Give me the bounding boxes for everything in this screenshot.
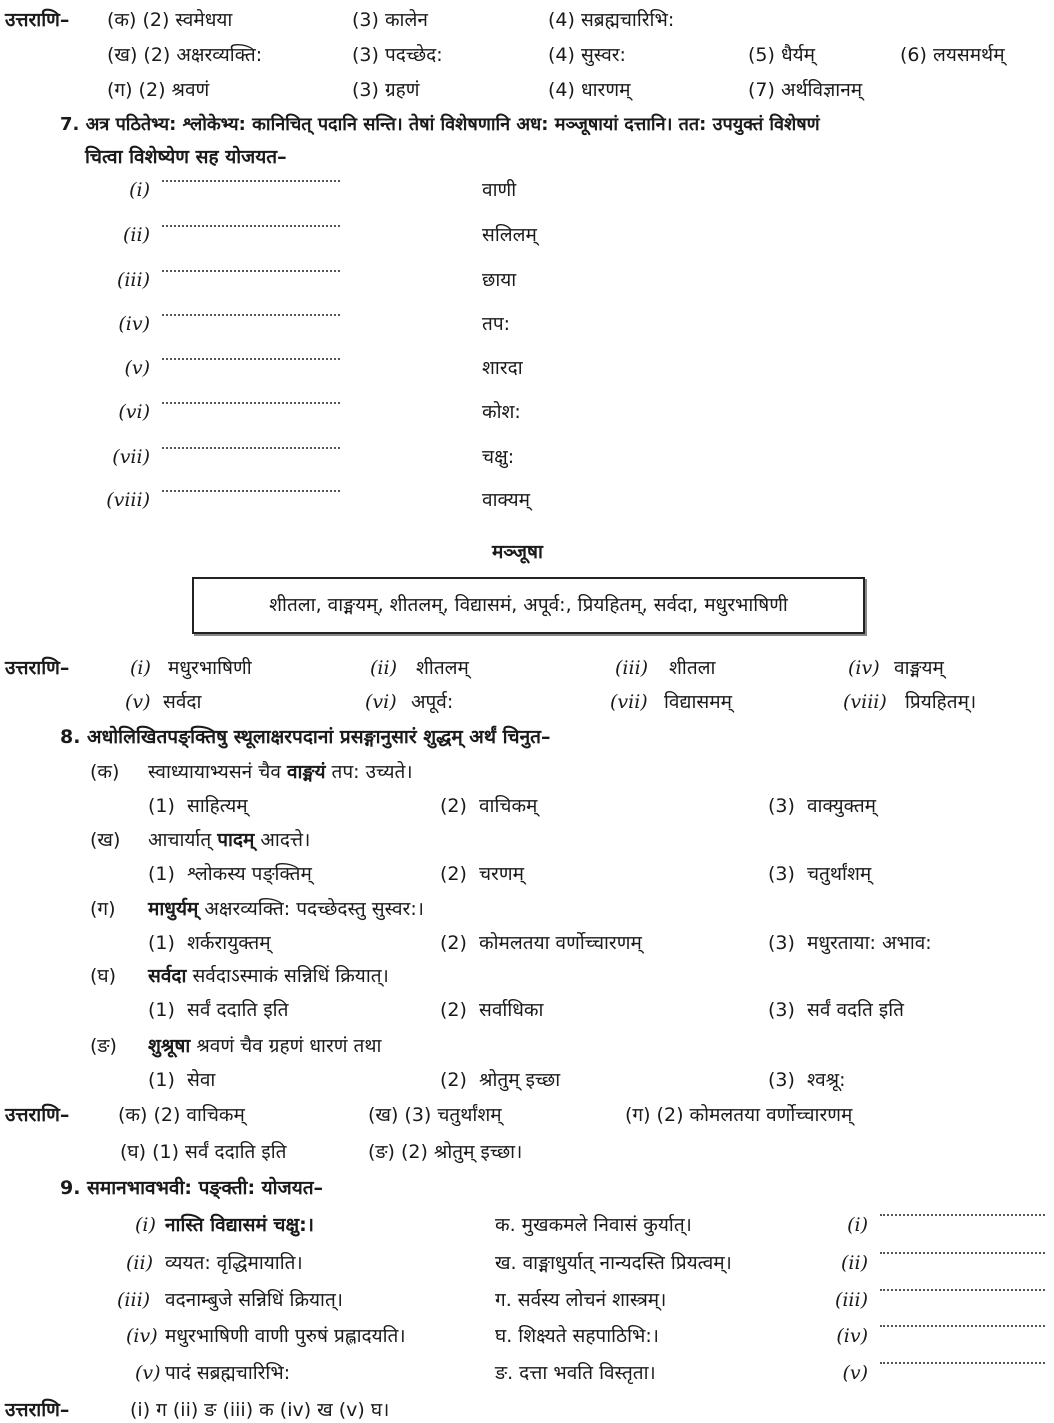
answer: (5) धैर्यम् xyxy=(748,44,816,66)
answer-word: प्रियहितम्। xyxy=(905,691,977,713)
answer: (3) पदच्छेद: xyxy=(352,44,443,66)
option: (3) मधुरताया: अभाव: xyxy=(768,932,932,954)
row-number: (vi) xyxy=(118,401,150,423)
answer-number: (iv) xyxy=(848,657,880,679)
answer: (क) (2) स्वमेधया xyxy=(107,9,233,31)
answer-number: (i) xyxy=(130,657,151,679)
row-number xyxy=(117,1287,150,1313)
answer: (ग) (2) श्रवणं xyxy=(107,79,210,101)
answer-number: (iii) xyxy=(615,657,649,679)
left-phrase: नास्ति विद्यासमं चक्षु:। xyxy=(165,1214,314,1236)
answer-number: (viii) xyxy=(843,691,887,713)
blank-line xyxy=(880,1214,1045,1218)
blank-line xyxy=(162,447,340,451)
answer-number: (ii) xyxy=(370,657,397,679)
sentence-bold: पादम् xyxy=(217,829,255,851)
blank-line xyxy=(162,225,340,229)
option: (1) शर्करायुक्तम् xyxy=(148,932,271,954)
item-marker: (क) xyxy=(90,761,120,783)
row-number: (viii) xyxy=(106,489,150,511)
question-7: 7. अत्र पठितेभ्य: श्लोकेभ्य: कानिचित् पदानि सन्ति। तेषां विशेषणानि अध: मञ्जूषायां दत्तानि। तत: उपयुक्तं विशेषणं xyxy=(60,114,820,135)
row-word: सलिलम् xyxy=(482,224,537,246)
left-phrase: वदनाम्बुजे सन्निधिं क्रियात्। xyxy=(165,1289,344,1311)
row-number xyxy=(126,1323,158,1349)
question-8: 8. अधोलिखितपङ्क्तिषु स्थूलाक्षरपदानां प्रसङ्गानुसारं शुद्धम् अर्थं चिनुत– xyxy=(60,726,551,748)
answer: (ख) (2) अक्षरव्यक्ति: xyxy=(107,44,263,66)
answer-word: सर्वदा xyxy=(163,691,202,713)
row-word: चक्षु: xyxy=(482,446,515,468)
sentence-post: आदत्ते। xyxy=(254,829,311,851)
answer: (4) सुस्वर: xyxy=(548,44,626,66)
answer: (ख) (3) चतुर्थांशम् xyxy=(368,1104,502,1126)
row-number xyxy=(135,1212,156,1238)
answer: (ङ) (2) श्रोतुम् इच्छा। xyxy=(368,1141,523,1163)
option: (1) सर्वं ददाति इति xyxy=(148,999,289,1021)
option: (3) वाक्युक्तम् xyxy=(768,795,877,817)
option: (1) साहित्यम् xyxy=(148,795,248,817)
right-phrase: क. मुखकमले निवासं कुर्यात्। xyxy=(495,1214,692,1236)
answer-word: शीतला xyxy=(669,657,716,679)
row-number: (i) xyxy=(129,179,150,201)
answer-word: अपूर्व: xyxy=(411,691,454,713)
answers-label: उत्तराणि– xyxy=(5,9,70,31)
sentence-pre: स्वाध्यायाभ्यसनं चैव xyxy=(148,761,287,783)
row-number-text: (v) xyxy=(135,1362,161,1384)
left-phrase: मधुरभाषिणी वाणी पुरुषं प्रह्लादयति। xyxy=(165,1325,406,1347)
row-word: वाणी xyxy=(482,179,517,201)
answer: (क) (2) वाचिकम् xyxy=(118,1104,245,1126)
answers-label: उत्तराणि– xyxy=(5,1399,70,1421)
answer: (4) सब्रह्मचारिभि: xyxy=(548,9,675,31)
blank-line xyxy=(162,314,340,318)
answer-word: मधुरभाषिणी xyxy=(168,657,252,679)
item-marker: (घ) xyxy=(90,965,117,987)
answer: (3) ग्रहणं xyxy=(352,79,420,101)
row-word: तप: xyxy=(482,313,511,335)
item-sentence xyxy=(148,827,310,853)
row-number: (vii) xyxy=(112,446,150,468)
row-word: छाया xyxy=(482,269,517,291)
answers-label: उत्तराणि– xyxy=(5,1104,70,1126)
sentence-bold: शुश्रूषा xyxy=(148,1035,191,1057)
item-sentence xyxy=(148,759,413,785)
row-number: (iv) xyxy=(118,313,150,335)
answer-number: (v) xyxy=(125,691,151,713)
row-word: शारदा xyxy=(482,357,523,379)
sentence-post: तप: उच्यते। xyxy=(325,761,413,783)
option: (3) चतुर्थांशम् xyxy=(768,863,872,885)
option: (2) सर्वाधिका xyxy=(440,999,544,1021)
answer: (4) धारणम् xyxy=(548,79,631,101)
item-marker: (ङ) xyxy=(90,1035,117,1057)
row-number: (iii) xyxy=(116,269,150,291)
word-box-text: शीतला, वाङ्मयम्, शीतलम्, विद्यासमं, अपूर्व:, प्रियहितम्, सर्वदा, मधुरभाषिणी xyxy=(269,594,788,616)
sentence-bold: वाङ्मयं xyxy=(286,761,326,783)
row-word: वाक्यम् xyxy=(482,489,531,511)
blank-line xyxy=(880,1362,1045,1366)
sentence-post: अक्षरव्यक्ति: पदच्छेदस्तु सुस्वर:। xyxy=(198,898,424,920)
sentence-bold: सर्वदा xyxy=(148,965,187,987)
item-marker: (ग) xyxy=(90,898,116,920)
row-number-text: (iv) xyxy=(126,1325,158,1347)
answer-number: (i) xyxy=(847,1214,868,1236)
blank-line xyxy=(880,1252,1045,1256)
right-phrase: ङ. दत्ता भवति विस्तृता। xyxy=(495,1362,656,1384)
row-number-text: (ii) xyxy=(126,1252,153,1274)
option: (2) चरणम् xyxy=(440,863,524,885)
left-phrase: पादं सब्रह्मचारिभि: xyxy=(165,1362,291,1384)
answer-word: शीतलम् xyxy=(416,657,469,679)
question-7-cont: चित्वा विशेष्येण सह योजयत– xyxy=(85,146,287,168)
answer-number: (vi) xyxy=(365,691,397,713)
sentence-bold: माधुर्यम् xyxy=(148,898,199,920)
left-phrase: व्ययत: वृद्धिमायाति। xyxy=(165,1252,303,1274)
answer: (7) अर्थविज्ञानम् xyxy=(748,79,863,101)
option: (3) सर्वं वदति इति xyxy=(768,999,904,1021)
question-9: 9. समानभावभवी: पङ्क्ती: योजयत– xyxy=(60,1177,324,1199)
right-phrase: घ. शिक्ष्यते सहपाठिभि:। xyxy=(495,1325,659,1347)
option: (2) कोमलतया वर्णोच्चारणम् xyxy=(440,932,642,954)
sentence-pre: आचार्यात् xyxy=(148,829,218,851)
answer: (i) ग (ii) ङ (iii) क (iv) ख (v) घ। xyxy=(130,1399,390,1421)
answer-number: (v) xyxy=(842,1362,868,1384)
answers-label: उत्तराणि– xyxy=(5,657,70,679)
item-sentence xyxy=(148,1033,381,1059)
option: (2) श्रोतुम् इच्छा xyxy=(440,1069,561,1091)
row-number xyxy=(126,1250,153,1276)
blank-line xyxy=(162,402,340,406)
word-box xyxy=(192,577,865,634)
row-number-text: (i) xyxy=(135,1214,156,1236)
right-phrase: ग. सर्वस्य लोचनं शास्त्रम्। xyxy=(495,1289,667,1311)
answer-number: (iv) xyxy=(836,1325,868,1347)
blank-line xyxy=(880,1289,1045,1293)
answer-number: (iii) xyxy=(834,1289,868,1311)
right-phrase: ख. वाङ्माधुर्यात् नान्यदस्ति प्रियत्वम्। xyxy=(495,1252,732,1274)
blank-line xyxy=(162,358,340,362)
option: (2) वाचिकम् xyxy=(440,795,538,817)
answer-word: वाङ्मयम् xyxy=(894,657,944,679)
row-number xyxy=(135,1360,161,1386)
item-marker: (ख) xyxy=(90,829,121,851)
item-sentence xyxy=(148,963,389,989)
answer: (6) लयसमर्थम् xyxy=(900,44,1005,66)
blank-line xyxy=(162,490,340,494)
blank-line xyxy=(162,270,340,274)
option: (1) श्लोकस्य पङ्क्तिम् xyxy=(148,863,312,885)
row-number: (ii) xyxy=(123,224,150,246)
row-word: कोश: xyxy=(482,401,521,423)
answer-number: (vii) xyxy=(610,691,648,713)
answer-number: (ii) xyxy=(841,1252,868,1274)
sentence-post: सर्वदाऽस्माकं सन्निधिं क्रियात्। xyxy=(186,965,389,987)
answer: (घ) (1) सर्वं ददाति इति xyxy=(120,1141,287,1163)
blank-line xyxy=(880,1325,1045,1329)
answer: (ग) (2) कोमलतया वर्णोच्चारणम् xyxy=(625,1104,853,1126)
option: (3) श्वश्रू: xyxy=(768,1069,846,1091)
option: (1) सेवा xyxy=(148,1069,216,1091)
row-number: (v) xyxy=(124,357,150,379)
item-sentence xyxy=(148,896,424,922)
sentence-post: श्रवणं चैव ग्रहणं धारणं तथा xyxy=(190,1035,382,1057)
row-number-text: (iii) xyxy=(117,1289,151,1311)
answer-word: विद्यासमम् xyxy=(664,691,732,713)
blank-line xyxy=(162,180,340,184)
box-title: मञ्जूषा xyxy=(492,541,543,563)
answer: (3) कालेन xyxy=(352,9,428,31)
